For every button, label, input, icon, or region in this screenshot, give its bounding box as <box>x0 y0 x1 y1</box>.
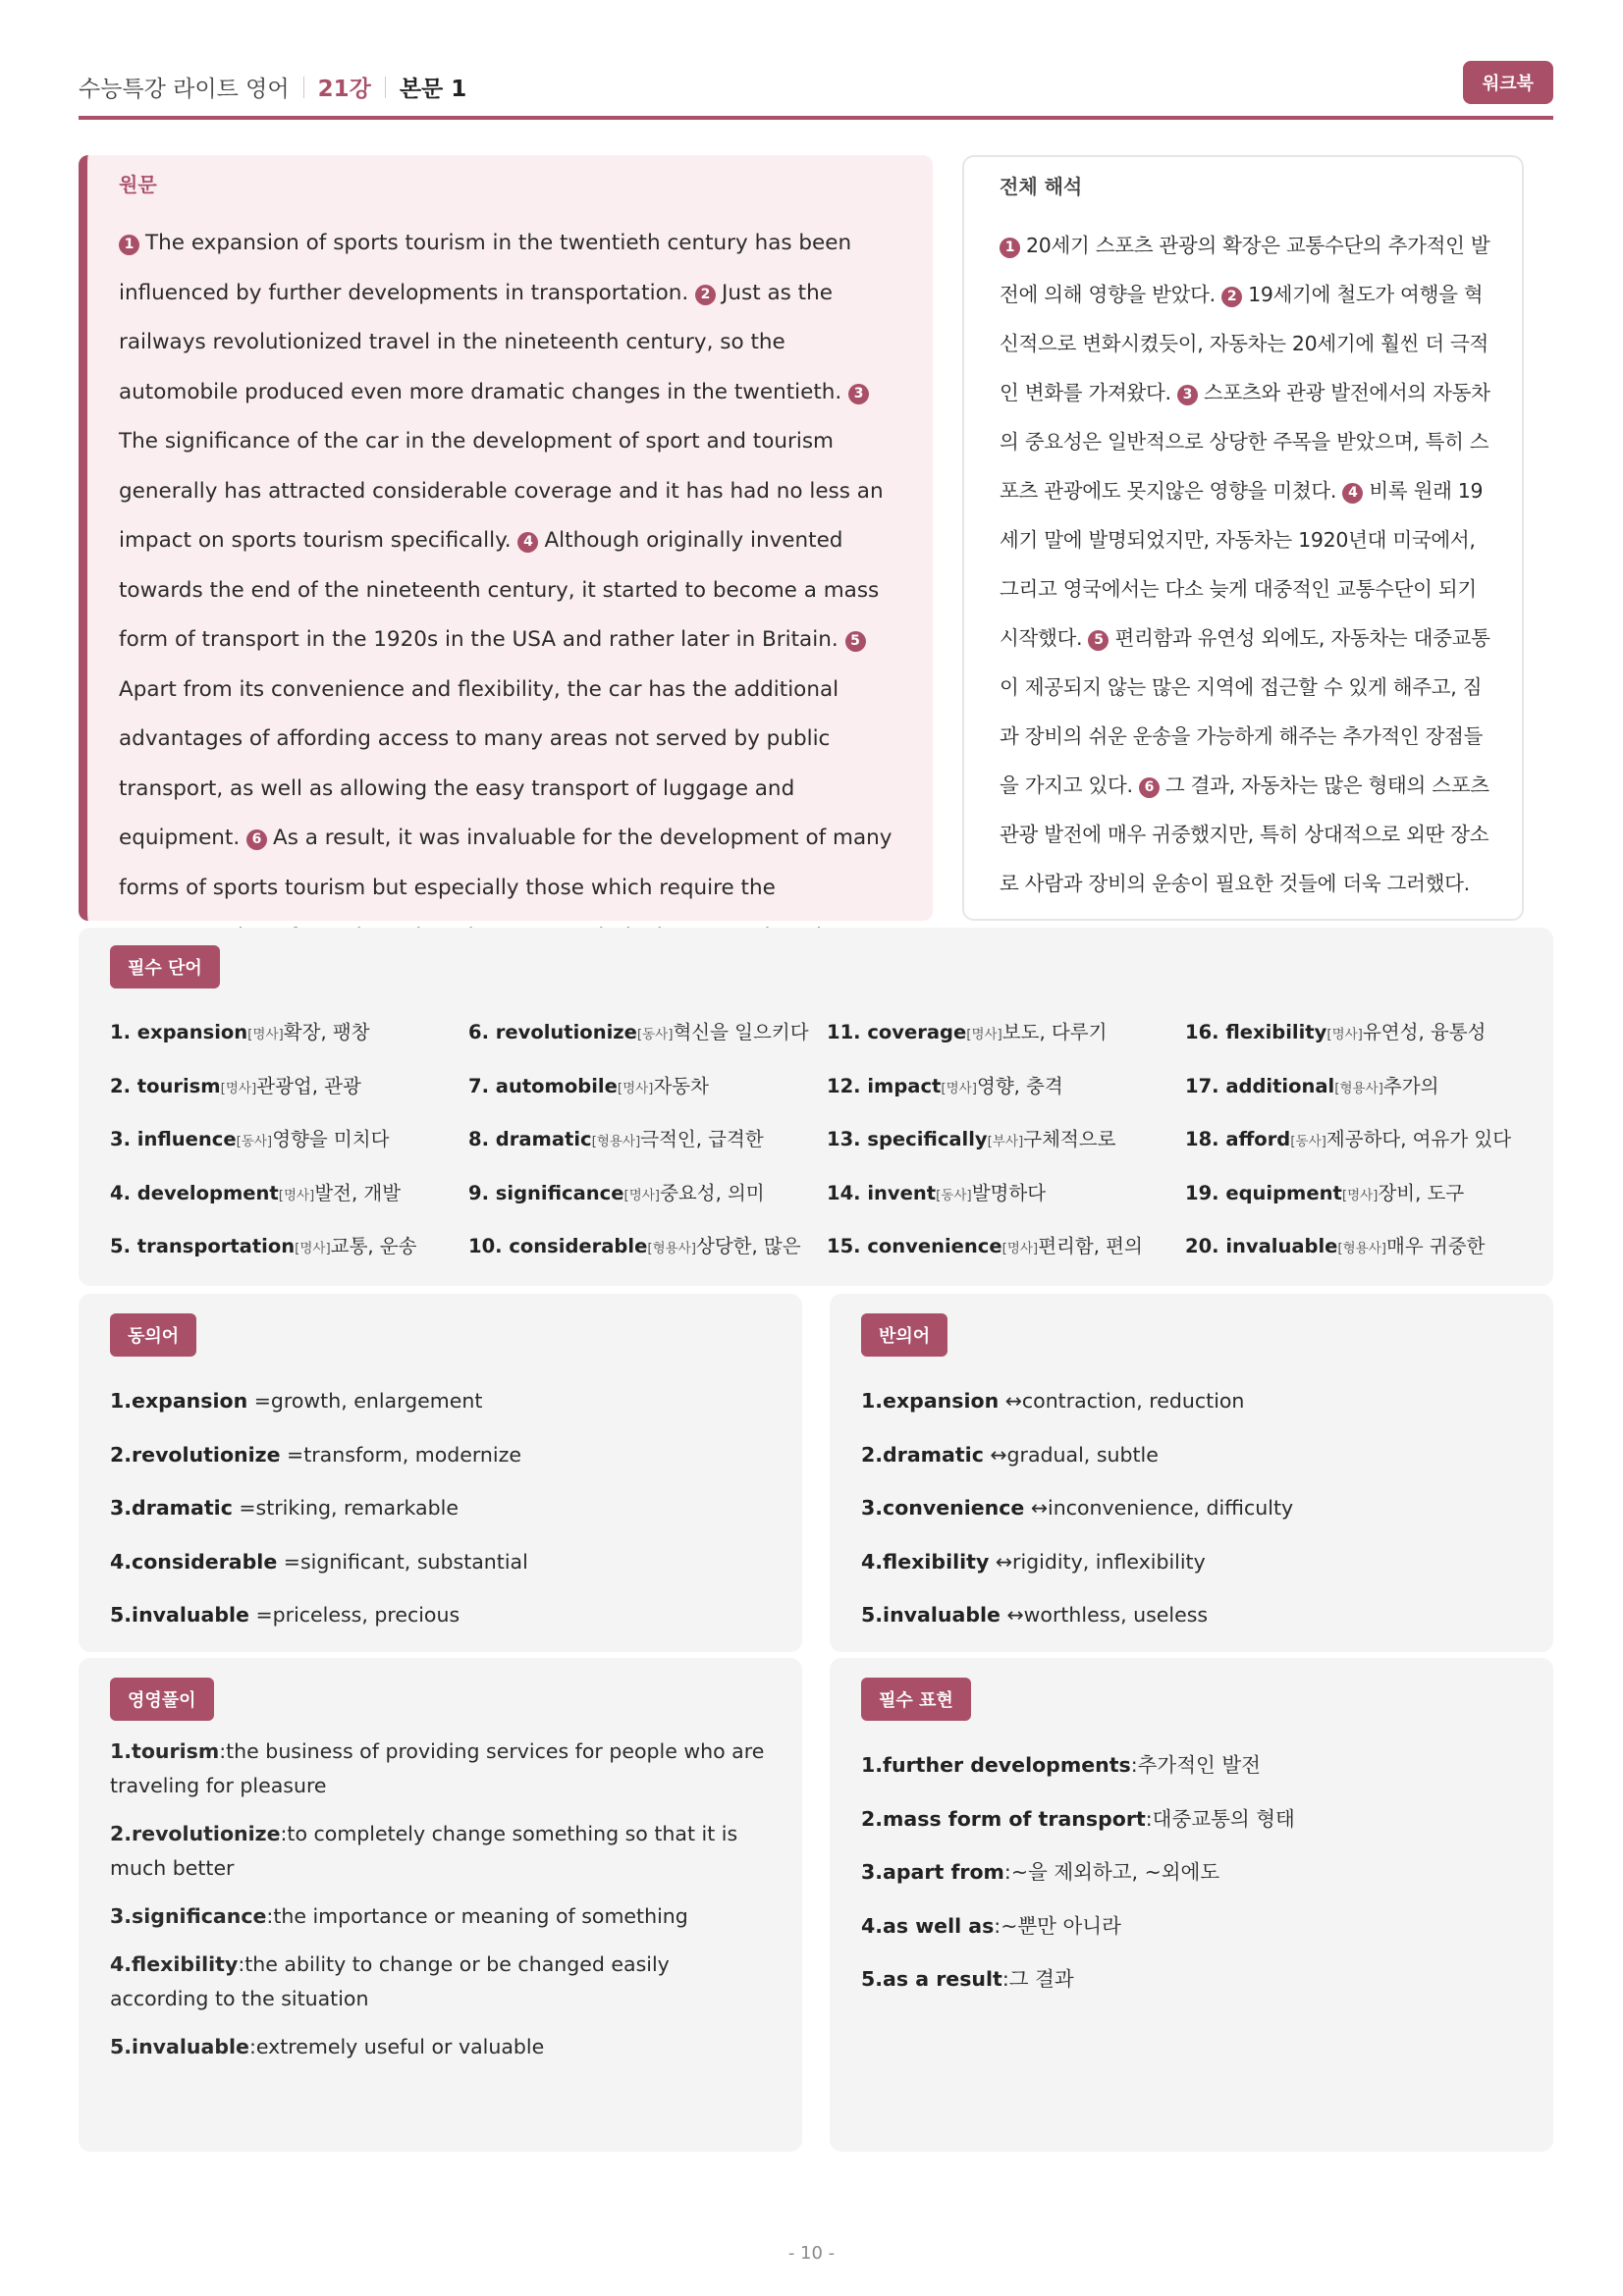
header-divider <box>385 77 386 98</box>
vocab-item <box>110 1060 468 1114</box>
expressions-body: :~뿐만 아니라 <box>994 1913 1121 1938</box>
vocab-box <box>79 928 1553 1286</box>
vocab-item <box>468 1006 827 1060</box>
vocab-title: 필수 단어 <box>110 945 220 988</box>
expressions-row <box>861 1899 1522 1953</box>
vocab-meaning: 제공하다, 여유가 있다 <box>1325 1128 1512 1150</box>
engdef-head: 5.invaluable <box>110 2035 249 2058</box>
part-of-speech: [명사] <box>247 1027 284 1042</box>
sentence-text: The significance of the car in the development of sport and tourism generally has attracted considerable coverage and it has had no less an impact on sports tourism specifically. <box>119 429 884 553</box>
vocab-meaning: 발전, 개발 <box>314 1181 402 1204</box>
expressions-head: 2.mass form of transport <box>861 1806 1146 1831</box>
vocab-number: 18. <box>1185 1128 1219 1150</box>
engdef-row <box>110 2030 771 2064</box>
vocab-number: 1. <box>110 1021 131 1043</box>
antonyms-body: ↔rigidity, inflexibility <box>989 1549 1206 1574</box>
antonyms-box <box>830 1294 1553 1652</box>
vocab-meaning: 매우 귀중한 <box>1386 1235 1486 1257</box>
vocab-word <box>110 1128 237 1150</box>
expressions-title: 필수 표현 <box>861 1678 971 1721</box>
vocab-item <box>1185 1060 1509 1114</box>
part-of-speech: [명사] <box>941 1080 977 1096</box>
vocab-meaning: 발명하다 <box>971 1181 1047 1204</box>
antonyms-row <box>861 1428 1522 1482</box>
expressions-head: 1.further developments <box>861 1753 1131 1777</box>
vocab-term: invent <box>867 1181 937 1204</box>
sentence-text: The expansion of sports tourism in the twentieth century has been influenced by further developments in transportation. <box>119 231 852 305</box>
antonyms-row <box>861 1374 1522 1428</box>
vocab-meaning: 보도, 다루기 <box>1001 1021 1108 1043</box>
expressions-head: 3.apart from <box>861 1860 1004 1884</box>
vocab-word <box>110 1021 247 1043</box>
sentence-text: 20세기 스포츠 관광의 확장은 교통수단의 추가적인 발전에 의해 영향을 받았다. <box>1000 234 1490 306</box>
sentence-number-badge: 1 <box>1000 238 1020 258</box>
vocab-item <box>468 1060 827 1114</box>
vocab-meaning: 구체적으로 <box>1023 1128 1116 1150</box>
expressions-body: :그 결과 <box>1001 1967 1074 1991</box>
vocab-number: 8. <box>468 1128 489 1150</box>
part-of-speech: [동사] <box>936 1187 972 1203</box>
sentence-number-badge: 5 <box>1088 630 1109 651</box>
vocab-item <box>827 1167 1185 1221</box>
expressions-body: :~을 제외하고, ~외에도 <box>1003 1860 1220 1884</box>
series-title: 수능특강 라이트 영어 <box>79 77 290 102</box>
lesson-number: 21강 <box>317 77 371 102</box>
original-text-box <box>79 155 933 921</box>
sentence-number-badge: 1 <box>119 235 139 255</box>
vocab-term: automobile <box>495 1074 618 1097</box>
part-of-speech: [명사] <box>278 1187 315 1203</box>
antonyms-row <box>861 1481 1522 1535</box>
vocab-meaning: 장비, 도구 <box>1378 1181 1465 1204</box>
part-of-speech: [동사] <box>1290 1134 1326 1149</box>
expressions-head: 4.as well as <box>861 1913 995 1938</box>
engdef-head: 2.revolutionize <box>110 1822 281 1845</box>
header-rule <box>79 116 1553 120</box>
vocab-word <box>827 1235 1002 1257</box>
vocab-word <box>827 1182 936 1204</box>
vocab-word <box>1185 1235 1337 1257</box>
antonyms-row <box>861 1535 1522 1589</box>
sentence-text: As a result, it was invaluable for the development of many forms of sports tourism but especially those which require the <box>119 826 893 900</box>
vocab-item <box>468 1220 827 1274</box>
vocab-number: 20. <box>1185 1235 1219 1257</box>
expressions-row <box>861 1792 1522 1846</box>
synonyms-head: 1.expansion <box>110 1389 248 1413</box>
sentence-number-badge: 6 <box>246 829 267 850</box>
vocab-item <box>110 1006 468 1060</box>
vocab-term: invaluable <box>1225 1235 1338 1257</box>
vocab-word <box>468 1182 623 1204</box>
vocab-meaning: 추가의 <box>1382 1074 1439 1097</box>
antonyms-body: ↔gradual, subtle <box>983 1442 1159 1467</box>
vocab-word <box>468 1128 592 1150</box>
engdef-row <box>110 1899 771 1934</box>
vocab-meaning: 혁신을 일으키다 <box>673 1021 809 1043</box>
vocab-term: additional <box>1225 1074 1335 1097</box>
vocab-number: 14. <box>827 1181 861 1204</box>
vocab-number: 16. <box>1185 1021 1219 1043</box>
part-of-speech: [형용사] <box>647 1241 696 1256</box>
vocab-item <box>827 1113 1185 1167</box>
vocab-word <box>1185 1075 1334 1097</box>
vocab-number: 15. <box>827 1235 861 1257</box>
vocab-term: coverage <box>867 1021 967 1043</box>
expressions-list <box>861 1738 1522 2006</box>
engdef-list <box>110 1735 771 2064</box>
vocab-word <box>468 1235 647 1257</box>
part-of-speech: [형용사] <box>591 1134 641 1149</box>
expressions-body: :추가적인 발전 <box>1130 1753 1261 1777</box>
synonyms-body: =growth, enlargement <box>247 1389 483 1413</box>
engdef-head: 3.significance <box>110 1904 267 1928</box>
vocab-item <box>110 1220 468 1274</box>
expressions-row <box>861 1738 1522 1792</box>
vocab-term: development <box>136 1181 279 1204</box>
vocab-item <box>468 1167 827 1221</box>
translation-paragraph <box>1000 221 1500 908</box>
vocab-number: 9. <box>468 1181 489 1204</box>
vocab-item <box>110 1113 468 1167</box>
synonyms-body: =transform, modernize <box>280 1442 521 1467</box>
sentence-text: Just as the railways revolutionized travel in the nineteenth century, so the automobile produced even more dramatic changes in the twentieth. <box>119 280 842 404</box>
vocab-number: 17. <box>1185 1074 1219 1097</box>
part-of-speech: [형용사] <box>1334 1080 1383 1096</box>
synonyms-title: 동의어 <box>110 1313 196 1357</box>
vocab-meaning: 교통, 운송 <box>330 1235 417 1257</box>
vocab-term: impact <box>867 1074 942 1097</box>
vocab-term: considerable <box>509 1235 648 1257</box>
vocab-term: dramatic <box>495 1128 592 1150</box>
synonyms-head: 2.revolutionize <box>110 1442 281 1467</box>
antonyms-body: ↔worthless, useless <box>1000 1603 1209 1627</box>
vocab-number: 3. <box>110 1128 131 1150</box>
vocab-meaning: 관광업, 관광 <box>256 1074 361 1097</box>
engdef-row <box>110 1735 771 1803</box>
vocab-number: 2. <box>110 1074 131 1097</box>
antonyms-row <box>861 1588 1522 1642</box>
vocab-number: 19. <box>1185 1181 1219 1204</box>
sentence-text: 스포츠와 관광 발전에서의 자동차의 중요성은 일반적으로 상당한 주목을 받았으며, 특히 스포츠 관광에도 못지않은 영향을 미쳤다. <box>1000 381 1490 503</box>
vocab-item <box>1185 1113 1512 1167</box>
vocab-word <box>827 1128 988 1150</box>
sentence-text: Although originally invented towards the end of the nineteenth century, it started to become a mass form of transport in the 1920s in the USA and rather later in Britain. <box>119 528 880 652</box>
vocab-item <box>1185 1220 1509 1274</box>
vocab-term: convenience <box>867 1235 1002 1257</box>
part-of-speech: [명사] <box>966 1027 1002 1042</box>
vocab-term: influence <box>136 1128 237 1150</box>
vocab-term: equipment <box>1225 1181 1342 1204</box>
engdef-body: :extremely useful or valuable <box>248 2035 545 2058</box>
engdef-head: 4.flexibility <box>110 1952 239 1976</box>
synonyms-head: 5.invaluable <box>110 1603 249 1627</box>
engdef-body: :the importance or meaning of something <box>266 1904 688 1928</box>
sentence-text: Apart from its convenience and flexibility, the car has the additional advantages of affording access to many areas not served by public transport, as well as allowing the easy transport of luggage and equipment. <box>119 676 839 850</box>
synonyms-row <box>110 1481 771 1535</box>
vocab-word <box>1185 1128 1290 1150</box>
part-of-speech: [명사] <box>220 1080 257 1096</box>
header-divider <box>303 77 304 98</box>
translation-box <box>962 155 1524 921</box>
vocab-meaning: 영향을 미치다 <box>272 1128 390 1150</box>
vocab-word <box>827 1075 941 1097</box>
synonyms-box <box>79 1294 802 1652</box>
part-of-speech: [명사] <box>623 1187 661 1203</box>
vocab-number: 10. <box>468 1235 503 1257</box>
vocab-item <box>827 1220 1185 1274</box>
expressions-row <box>861 1952 1522 2006</box>
sentence-text: 그 결과, 자동차는 많은 형태의 스포츠 관광 발전에 매우 귀중했지만, 특히 상대적으로 외딴 장소로 사람과 장비의 운송이 필요한 것들에 더욱 그러했다. <box>1000 774 1489 895</box>
vocab-meaning: 중요성, 의미 <box>660 1181 765 1204</box>
part-of-speech: [동사] <box>236 1134 273 1149</box>
vocab-word <box>1185 1021 1326 1043</box>
part-of-speech: [명사] <box>1326 1027 1363 1042</box>
english-definitions-box <box>79 1658 802 2152</box>
part-of-speech: [명사] <box>295 1241 331 1256</box>
vocab-item <box>827 1006 1185 1060</box>
vocab-word <box>110 1235 295 1257</box>
synonyms-body: =striking, remarkable <box>232 1496 459 1520</box>
part-of-speech: [명사] <box>1001 1241 1039 1256</box>
vocab-term: expansion <box>136 1021 248 1043</box>
vocab-number: 6. <box>468 1021 489 1043</box>
vocab-word <box>468 1021 637 1043</box>
antonyms-title: 반의어 <box>861 1313 947 1357</box>
vocab-meaning: 확장, 팽창 <box>283 1021 370 1043</box>
part-of-speech: [부사] <box>987 1134 1024 1149</box>
synonyms-row <box>110 1374 771 1428</box>
synonyms-head: 3.dramatic <box>110 1496 233 1520</box>
translation-title: 전체 해석 <box>1000 175 1083 198</box>
sentence-text: 비록 원래 19세기 말에 발명되었지만, 자동차는 1920년대 미국에서, 그리고 영국에서는 다소 늦게 대중적인 교통수단이 되기 시작했다. <box>1000 479 1484 650</box>
vocab-term: transportation <box>136 1235 296 1257</box>
sentence-text: 편리함과 유연성 외에도, 자동차는 대중교통이 제공되지 않는 많은 지역에 접근할 수 있게 해주고, 짐과 장비의 쉬운 운송을 가능하게 해주는 추가적인 장점들을 가지고 있다. <box>1000 626 1490 797</box>
antonyms-head: 5.invaluable <box>861 1603 1001 1627</box>
part-of-speech: [명사] <box>1341 1187 1379 1203</box>
section-title: 본문 1 <box>399 77 467 102</box>
part-of-speech: [형용사] <box>1337 1241 1387 1256</box>
vocab-meaning: 유연성, 융통성 <box>1362 1021 1487 1043</box>
vocab-number: 5. <box>110 1235 131 1257</box>
vocab-number: 4. <box>110 1181 131 1204</box>
sentence-number-badge: 3 <box>848 384 869 404</box>
vocab-word <box>110 1075 221 1097</box>
vocab-meaning: 극적인, 급격한 <box>640 1128 764 1150</box>
engdef-row <box>110 1948 771 2016</box>
expressions-row <box>861 1845 1522 1899</box>
antonyms-head: 1.expansion <box>861 1389 1000 1413</box>
antonyms-head: 3.convenience <box>861 1496 1025 1520</box>
expressions-head: 5.as a result <box>861 1967 1002 1991</box>
antonyms-body: ↔contraction, reduction <box>999 1389 1245 1413</box>
sentence-number-badge: 4 <box>517 532 538 553</box>
antonyms-body: ↔inconvenience, difficulty <box>1024 1496 1294 1520</box>
vocab-meaning: 영향, 충격 <box>976 1074 1063 1097</box>
sentence-number-badge: 5 <box>845 631 866 652</box>
vocab-word <box>468 1075 618 1097</box>
vocab-number: 11. <box>827 1021 861 1043</box>
vocab-number: 7. <box>468 1074 489 1097</box>
header-title-group <box>79 71 466 103</box>
vocab-item <box>1185 1006 1509 1060</box>
vocab-word <box>1185 1182 1342 1204</box>
sentence-text: 19세기에 철도가 여행을 혁신적으로 변화시켰듯이, 자동차는 20세기에 훨씬 더 극적인 변화를 가져왔다. <box>1000 283 1489 404</box>
synonyms-row <box>110 1535 771 1589</box>
synonyms-row <box>110 1588 771 1642</box>
synonyms-list <box>110 1374 771 1642</box>
engdef-head: 1.tourism <box>110 1739 220 1763</box>
antonyms-head: 2.dramatic <box>861 1442 984 1467</box>
vocab-term: specifically <box>867 1128 988 1150</box>
expressions-body: :대중교통의 형태 <box>1145 1806 1295 1831</box>
original-paragraph <box>119 219 901 963</box>
engdef-body: :the business of providing services for people who are traveling for pleasure <box>110 1739 765 1797</box>
vocab-word <box>827 1021 966 1043</box>
synonyms-body: =significant, substantial <box>277 1549 528 1574</box>
vocab-term: afford <box>1225 1128 1291 1150</box>
part-of-speech: [동사] <box>636 1027 674 1042</box>
vocab-term: flexibility <box>1225 1021 1327 1043</box>
vocab-number: 13. <box>827 1128 861 1150</box>
vocab-item <box>468 1113 827 1167</box>
vocab-item <box>1185 1167 1509 1221</box>
sentence-number-badge: 4 <box>1342 483 1363 504</box>
synonyms-row <box>110 1428 771 1482</box>
part-of-speech: [명사] <box>617 1080 654 1096</box>
vocab-item <box>827 1060 1185 1114</box>
antonyms-head: 4.flexibility <box>861 1549 990 1574</box>
original-title: 원문 <box>119 173 157 196</box>
sentence-number-badge: 3 <box>1177 385 1198 405</box>
engdef-body: :the ability to change or be changed easily according to the situation <box>110 1952 670 2010</box>
vocab-meaning: 자동차 <box>653 1074 709 1097</box>
vocab-term: significance <box>495 1181 624 1204</box>
synonyms-head: 4.considerable <box>110 1549 278 1574</box>
engdef-row <box>110 1817 771 1886</box>
synonyms-body: =priceless, precious <box>248 1603 460 1627</box>
vocab-word <box>110 1182 279 1204</box>
vocab-meaning: 편리함, 편의 <box>1038 1235 1143 1257</box>
vocab-number: 12. <box>827 1074 861 1097</box>
engdef-body: :to completely change something so that it is much better <box>110 1822 738 1880</box>
antonyms-list <box>861 1374 1522 1642</box>
vocab-item <box>110 1167 468 1221</box>
vocab-meaning: 상당한, 많은 <box>695 1235 801 1257</box>
page-header <box>79 61 1553 120</box>
sentence-number-badge: 2 <box>695 285 716 305</box>
sentence-number-badge: 2 <box>1221 287 1242 307</box>
workbook-badge: 워크북 <box>1463 61 1553 104</box>
page-number: - 10 - <box>787 2243 836 2264</box>
vocab-term: tourism <box>136 1074 221 1097</box>
expressions-box <box>830 1658 1553 2152</box>
vocab-term: revolutionize <box>495 1021 637 1043</box>
sentence-number-badge: 6 <box>1139 777 1160 798</box>
vocab-grid <box>110 1006 1522 1274</box>
engdef-title: 영영풀이 <box>110 1678 214 1721</box>
